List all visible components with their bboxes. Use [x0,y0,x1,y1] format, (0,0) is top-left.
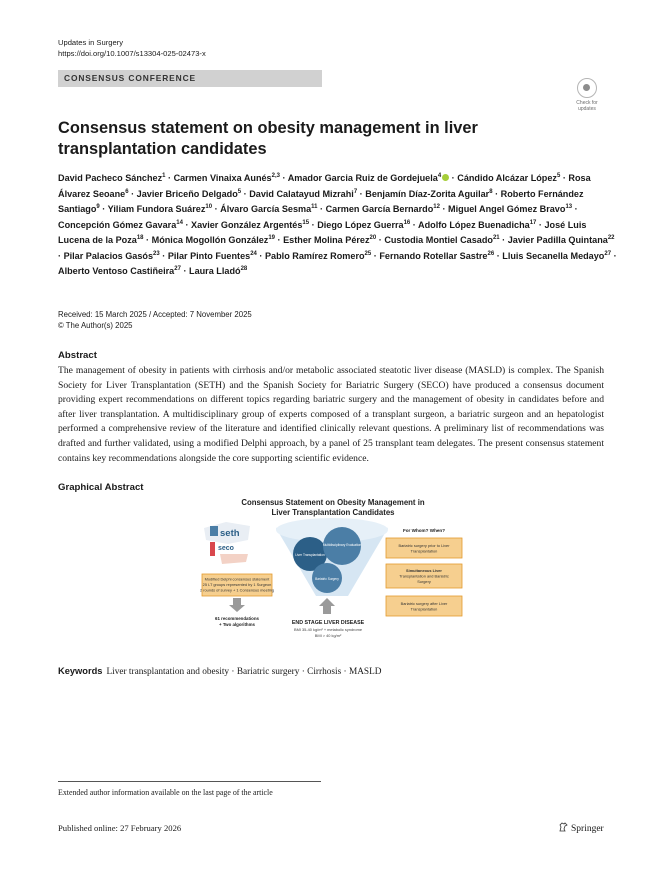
author-affiliation: 6 [125,188,129,195]
author-name[interactable]: Javier Padilla Quintana$^{22}$ [507,235,615,246]
author-name[interactable]: Amador Garcia Ruiz de Gordejuela$^4$ [288,173,449,183]
timing-box-simultaneous-line-3: Surgery [417,579,431,584]
author-name[interactable]: Carmen Vinaixa Aunés$^{2,3}$ [173,173,280,184]
author-affiliation: 5 [237,188,242,195]
seth-logo [204,522,250,544]
article-type-label: CONSENSUS CONFERENCE [64,73,197,83]
footnote-divider [58,781,321,782]
keywords-label: Keywords [58,666,103,676]
check-for-updates-label: Check for updates [576,100,598,112]
timing-box-after-line-1: Bariatric surgery after Liver [400,601,448,606]
author-name[interactable]: Yiliam Fundora Suárez$^{10}$ [107,204,213,215]
author-affiliation: 9 [96,204,100,211]
author-name[interactable]: Carmen García Bernardo$^{12}$ [325,204,440,215]
article-type-banner [58,70,322,87]
author-affiliation: 28 [240,266,248,273]
author-affiliation: 14 [176,219,183,226]
circle-label-multidisciplinary: Multidisciplinary Evaluation [322,543,362,547]
author-affiliation: 25 [364,250,372,257]
publisher-mark [559,822,604,834]
author-affiliation: 11 [311,204,318,211]
article-dates [58,309,252,331]
delphi-line-3: 2 rounds of survey + 1 Consensus meeting [199,587,275,593]
author-name[interactable]: Adolfo López Buenadicha$^{17}$ [418,219,537,230]
author-name[interactable]: José Luis Lucena de la Poza$^{18}$ [58,219,587,246]
doi-link[interactable]: https://doi.org/10.1007/s13304-025-02473-x [58,48,206,58]
author-name[interactable]: Concepción Gómez Gavara$^{14}$ [58,219,183,230]
seco-logo-text: seco [218,545,234,552]
author-affiliation: 17 [529,219,537,226]
author-affiliation: 19 [268,235,276,242]
author-affiliation: 4 [437,173,442,179]
received-accepted-dates: Received: 15 March 2025 / Accepted: 7 November 2025 [58,310,252,319]
author-name[interactable]: Alberto Ventoso Castiñeira$^{27}$ [58,266,181,277]
author-affiliation: 15 [302,219,310,226]
author-name[interactable]: Cándido Alcázar López$^5$ [457,173,561,184]
author-name[interactable]: Fernando Rotellar Sastre$^{26}$ [379,250,495,261]
keywords-text: Liver transplantation and obesity · Bariatric surgery · Cirrhosis · MASLD [106,667,382,677]
delphi-line-2: 25 LT groups represented by 1 Surgeon [202,582,272,587]
author-name[interactable]: Benjamín Díaz-Zorita Aguilar$^8$ [365,188,493,199]
author-name[interactable]: Miguel Angel Gómez Bravo$^{13}$ [448,204,573,215]
author-affiliation: 1 [162,173,166,179]
author-affiliation: 22 [607,235,615,242]
seco-logo [210,542,248,564]
author-name[interactable]: Mónica Mogollón González$^{19}$ [151,235,276,246]
author-affiliation: 20 [369,235,377,242]
check-for-updates-icon [577,78,597,98]
author-affiliation: 26 [487,250,495,257]
author-name[interactable]: Xavier González Argentés$^{15}$ [191,219,310,230]
ga-title-line1: Consensus Statement on Obesity Management in [241,498,425,507]
article-title: Consensus statement on obesity management in liver transplantation candidates [58,119,478,158]
author-name[interactable]: Custodia Montiel Casado$^{21}$ [384,235,500,246]
author-affiliation: 5 [556,173,561,179]
author-affiliation: 12 [433,204,440,211]
copyright-line: © The Author(s) 2025 [58,321,133,330]
up-arrow-icon [319,598,335,614]
author-name[interactable]: Lluis Secanella Medayo$^{27}$ [502,250,612,261]
timing-box-simultaneous-line-1: Simultaneous Liver [406,568,442,573]
seth-logo-text: seth [220,528,240,539]
delphi-line-1: Modified Delphi consensus statement [204,576,270,582]
published-online: Published online: 27 February 2026 [58,823,182,833]
author-affiliation: 2,3 [271,173,280,179]
author-affiliation: 8 [489,188,493,195]
esld-line-2: BMI > 40 kg/m² [314,633,342,638]
author-name[interactable]: Pablo Ramírez Romero$^{25}$ [264,250,372,261]
author-name[interactable]: Laura Lladó$^{28}$ [189,266,248,277]
circle-label-liver-transplantation: Liver Transplantation [295,553,325,557]
author-list: David Pacheco Sánchez$^1$ · Carmen Vinaixa Aunés$^{2,3}$ · Amador Garcia Ruiz de Gordejuela$^4$ · Cándido Alcázar López$^5$ · Rosa Álvarez Seoane$^6$ · Javier Briceño Delgado$^5$ · David Calatayud Mizrahi$^7$ · Benjamín Díaz-Zorita Aguilar$^8$ · Roberto Fernández Santiago$^9$ · Yiliam Fundora Suárez$^{10}$ · Álvaro García Sesma$^{11}$ · Carmen García Bernardo$^{12}$ · Miguel Angel Gómez Bravo$^{13}$ · Concepción Gómez Gavara$^{14}$ · Xavier González Argentés$^{15}$ · Diego López Guerra$^{16}$ · Adolfo López Buenadicha$^{17}$ · José Luis Lucena de la Poza$^{18}$ · Mónica Mogollón González$^{19}$ · Esther Molina Pérez$^{20}$ · Custodia Montiel Casado$^{21}$ · Javier Padilla Quintana$^{22}$ · Pilar Palacios Gasós$^{23}$ · Pilar Pinto Fuentes$^{24}$ · Pablo Ramírez Romero$^{25}$ · Fernando Rotellar Sastre$^{26}$ · Lluis Secanella Medayo$^{27}$ · Alberto Ventoso Castiñeira$^{27}$ · Laura Lladó$^{28}$ [58,173,617,277]
journal-name: Updates in Surgery [58,38,124,47]
journal-header [58,38,206,59]
esld-line-1: BMI 35-40 kg/m² + metabolic syndrome [293,627,363,632]
ga-title-line2: Liver Transplantation Candidates [271,508,395,517]
author-name[interactable]: Esther Molina Pérez$^{20}$ [283,235,377,246]
author-affiliation: 16 [403,219,411,226]
down-arrow-icon [229,598,245,612]
author-name[interactable]: David Calatayud Mizrahi$^7$ [249,188,358,199]
circle-label-bariatric-surgery: Bariatric Surgery [315,577,339,581]
abstract-heading: Abstract [58,350,97,361]
timing-box-simultaneous-line-2: Transplantation and Bariatric [399,573,449,579]
check-for-updates-badge[interactable] [570,78,604,114]
springer-horse-icon [559,822,568,832]
author-name[interactable]: Pilar Pinto Fuentes$^{24}$ [167,250,257,261]
author-affiliation: 18 [136,235,144,242]
esld-title: END STAGE LIVER DISEASE [291,620,365,626]
abstract-text: The management of obesity in patients with cirrhosis and/or metabolic associated steatotic liver disease (MASLD) is complex. The Spanish Society for Liver Transplantation (SETH) and the Spanish Society for Bariatric Surgery (SECO) have produced a consensus document providing expert recommendations on different topics regarding bariatric surgery and the management of obesity in candidates before and after liver transplantation. A multidisciplinary group of experts composed of a transplant surgeon, a bariatric surgeon and an hepatologist performed a comprehensive review of the literature and identified clinically relevant questions. A preliminary list of recommendations was drafted and further validated, using a modified Delphi approach, by a panel of 25 transplant team delegates. The present consensus statement contains key recommendations alongside the core supporting scientific evidence. [58,365,604,464]
author-affiliation: 21 [492,235,500,242]
author-affiliation: 10 [205,204,213,211]
publisher-name: Springer [571,824,604,834]
timing-box-after-line-2: Transplantation [410,606,438,612]
author-name[interactable]: Álvaro García Sesma$^{11}$ [220,204,318,215]
author-affiliation: 13 [565,204,573,211]
author-name[interactable]: Roberto Fernández Santiago$^9$ [58,188,584,215]
author-affiliation: 24 [250,250,257,257]
timing-box-prior-line-2: Transplantation [410,548,438,554]
right-column-title: For Whom? When? [402,528,446,533]
keywords [58,666,382,677]
author-name[interactable]: Rosa Álvarez Seoane$^6$ [58,173,591,199]
graphical-abstract-figure [198,494,466,652]
author-affiliation: 27 [174,266,181,273]
orcid-icon[interactable] [442,174,449,181]
footnote: Extended author information available on the last page of the article [58,788,273,797]
author-name[interactable]: Pilar Palacios Gasós$^{23}$ [63,250,160,261]
recommendations-count: 61 recommendations [215,616,259,621]
author-name[interactable]: David Pacheco Sánchez$^1$ [58,173,166,184]
graphical-abstract-heading: Graphical Abstract [58,482,144,493]
author-affiliation: 7 [353,188,358,195]
author-affiliation: 27 [604,250,612,257]
author-name[interactable]: Javier Briceño Delgado$^5$ [136,188,242,199]
author-name[interactable]: Diego López Guerra$^{16}$ [317,219,411,230]
timing-box-prior-line-1: Bariatric surgery prior to Liver [398,543,450,548]
author-affiliation: 23 [153,250,160,257]
algorithms-count: + Two algorithms [219,622,255,627]
